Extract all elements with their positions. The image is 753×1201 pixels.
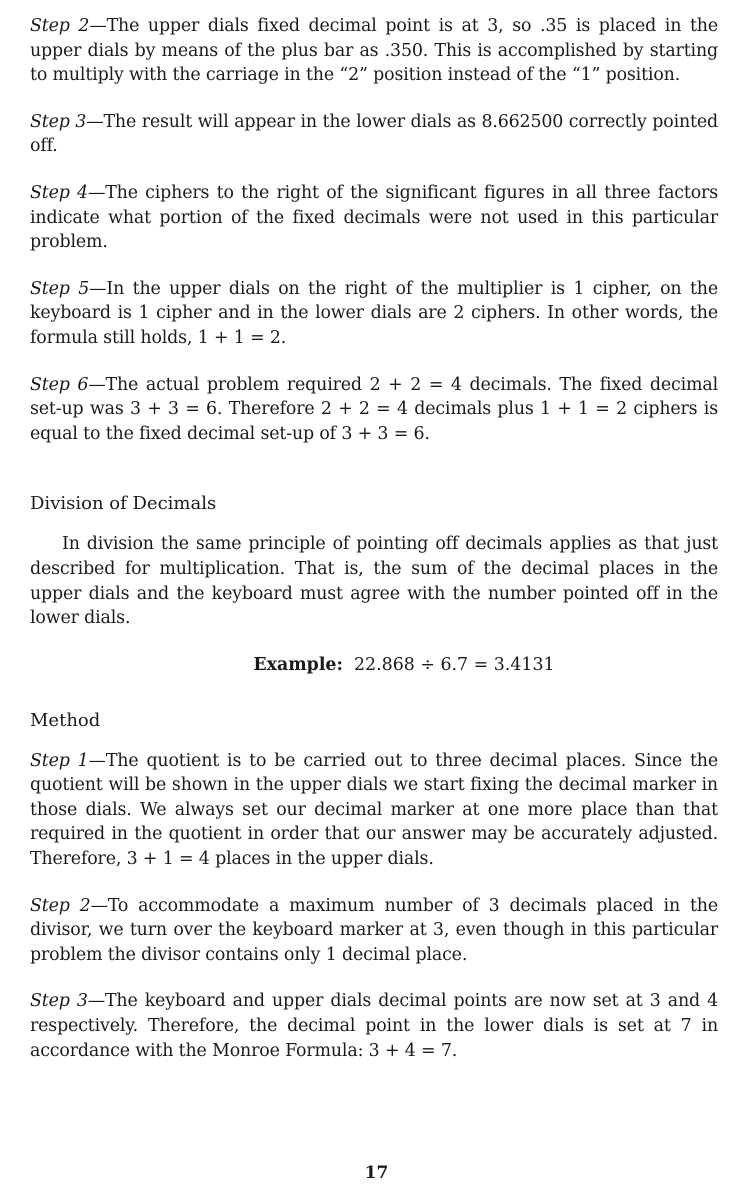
step-text: —In the upper dials on the right of the multiplier is 1 cipher, on the keyboard is 1 cipher and in the lower dials are 2 ciphers. In other words, the formula still holds, 1 + 1 = 2.	[30, 278, 718, 348]
step-label: Step 3	[30, 111, 87, 132]
div-step-3	[30, 989, 718, 1063]
step-text: —The result will appear in the lower dials as 8.662500 correctly pointed off.	[30, 111, 718, 157]
page-number: 17	[364, 1163, 389, 1183]
step-text: —To accommodate a maximum number of 3 decimals placed in the divisor, we turn over the keyboard marker at 3, even though in this particular problem the divisor contains only 1 decimal place.	[30, 895, 718, 965]
mult-step-4	[30, 181, 718, 255]
div-step-1	[30, 749, 718, 872]
step-label: Step 1	[30, 750, 89, 771]
div-step-2	[30, 894, 718, 968]
section-heading-division: Division of Decimals	[30, 493, 217, 515]
step-text: —The quotient is to be carried out to three decimal places. Since the quotient will be shown in the upper dials we start fixing the decimal marker in those dials. We always set our decimal marker at one more place than that required in the quotient in order that our answer may be accurately adjusted. Therefore, 3 + 1 = 4 places in the upper dials.	[30, 750, 718, 870]
step-label: Step 2	[30, 895, 91, 916]
division-example	[30, 653, 718, 677]
mult-step-2	[30, 14, 718, 88]
mult-step-3	[30, 110, 718, 159]
mult-step-6	[30, 373, 718, 447]
step-text: —The actual problem required 2 + 2 = 4 decimals. The fixed decimal set-up was 3 + 3 = 6. Therefore 2 + 2 = 4 decimals plus 1 + 1 = 2 ciphers is equal to the fixed decimal set-up of 3 + 3 = 6.	[30, 374, 718, 444]
step-label: Step 4	[30, 182, 88, 203]
step-label: Step 3	[30, 991, 88, 1012]
document-page	[30, 14, 718, 1063]
step-text: —The ciphers to the right of the significant figures in all three factors indicate what portion of the fixed decimals were not used in this particular problem.	[30, 182, 718, 253]
mult-step-5	[30, 277, 718, 351]
division-intro: In division the same principle of pointing off decimals applies as that just described for multiplication. That is, the sum of the decimal places in the upper dials and the keyboard must agree with the number pointed off in the lower dials.	[30, 534, 718, 629]
example-label: Example:	[253, 654, 343, 675]
step-text: —The keyboard and upper dials decimal points are now set at 3 and 4 respectively. Therefore, the decimal point in the lower dials is set at 7 in accordance with the Monroe Formula: 3 + 4 = 7.	[30, 991, 718, 1061]
step-label: Step 5	[30, 278, 90, 299]
step-label: Step 2	[30, 16, 90, 36]
section-heading-method: Method	[30, 709, 101, 731]
example-expression: 22.868 ÷ 6.7 = 3.4131	[353, 654, 555, 675]
step-text: —The upper dials fixed decimal point is at 3, so .35 is placed in the upper dials by means of the plus bar as .350. This is accomplished by starting to multiply with the carriage in the “2” position instead of the “1” position.	[30, 16, 718, 86]
step-label: Step 6	[30, 374, 89, 395]
